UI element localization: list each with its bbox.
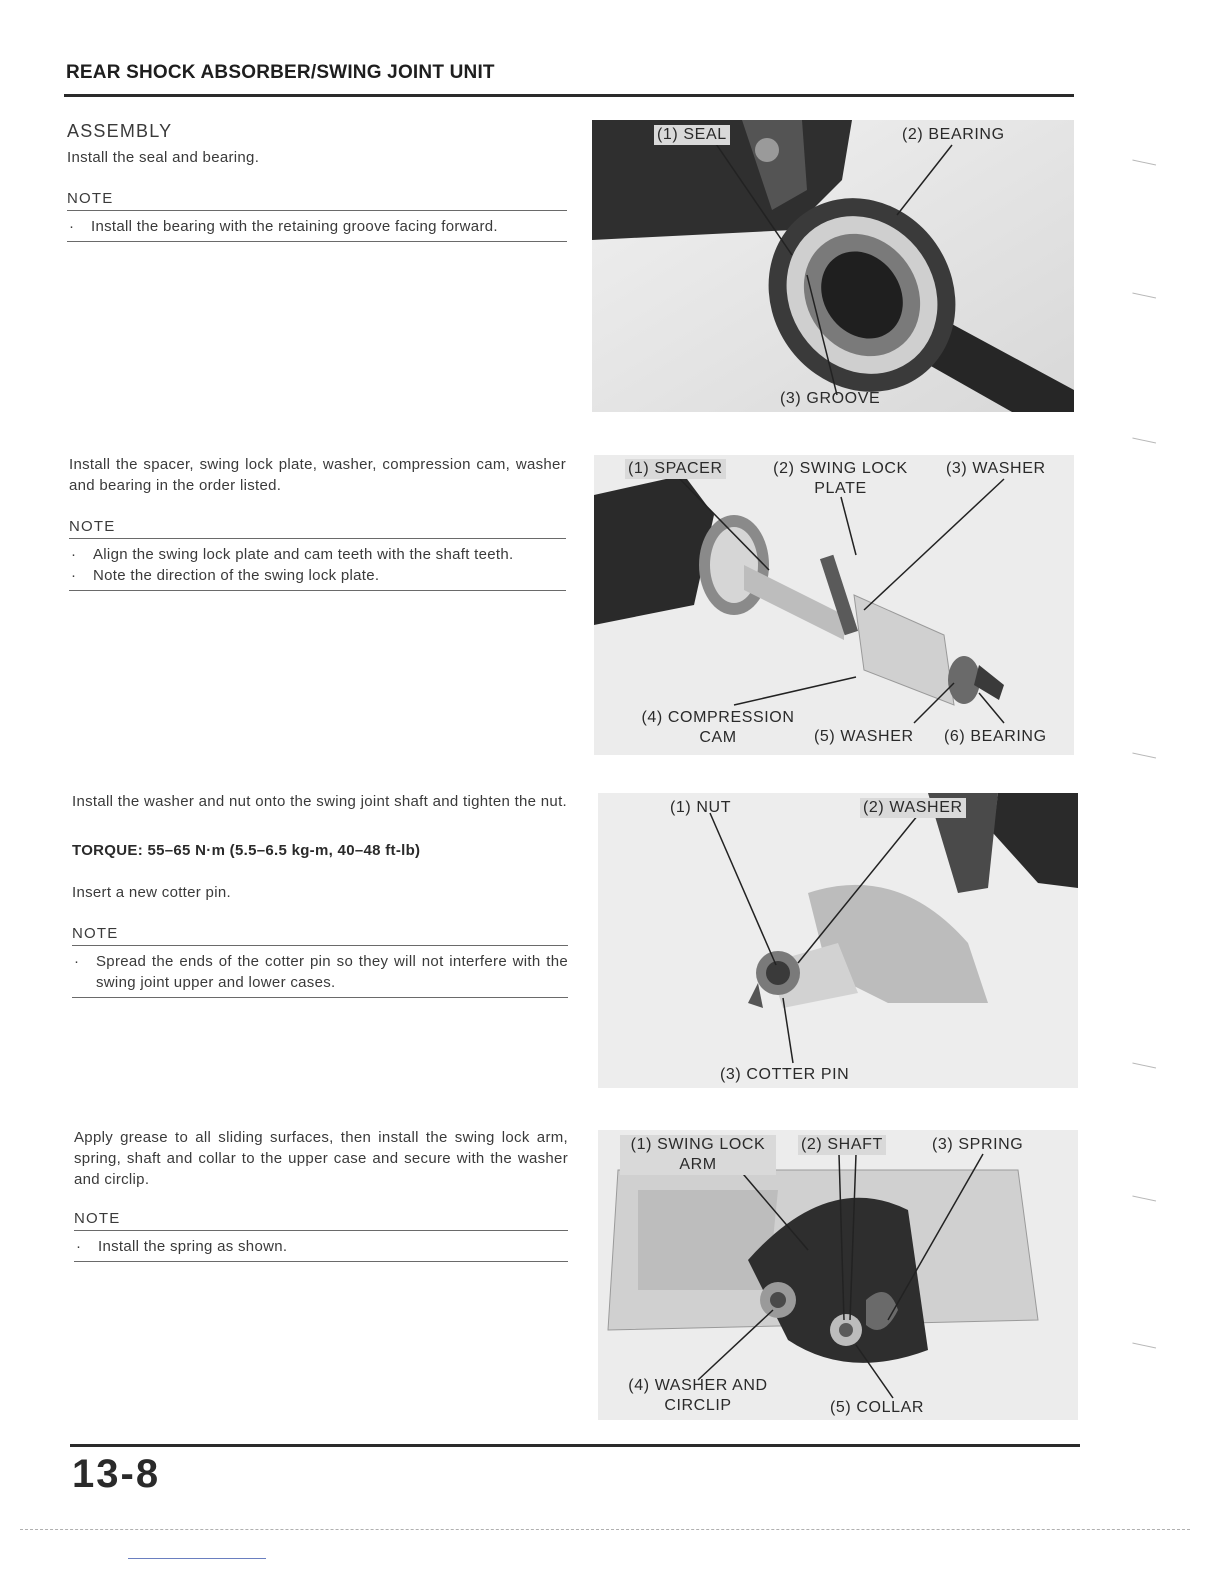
figure-seal-bearing-photo <box>592 120 1074 412</box>
callout-spacer: (1) SPACER <box>625 459 726 479</box>
note-label: NOTE <box>74 1210 568 1231</box>
note-item: · Align the swing lock plate and cam teeth with the shaft teeth. <box>71 546 514 563</box>
callout-washer-5: (5) WASHER <box>814 728 914 745</box>
scan-artifact-line <box>20 1529 1190 1531</box>
section-3-note <box>72 925 568 998</box>
underline-artifact <box>128 1558 266 1559</box>
note-label: NOTE <box>67 190 567 211</box>
section-1-note <box>67 190 567 242</box>
callout-swing-lock-arm: (1) SWING LOCK ARM <box>620 1135 776 1175</box>
header-divider <box>64 94 1074 97</box>
section-3-body-2: Insert a new cotter pin. <box>72 884 231 901</box>
callout-washer-and-circlip: (4) WASHER AND CIRCLIP <box>628 1377 768 1414</box>
note-item: · Install the spring as shown. <box>76 1238 288 1255</box>
note-label: NOTE <box>72 925 568 946</box>
callout-bearing: (2) BEARING <box>902 126 1005 143</box>
callout-seal: (1) SEAL <box>654 125 730 145</box>
callout-swing-lock-plate: (2) SWING LOCK PLATE <box>773 460 908 497</box>
note-label: NOTE <box>69 518 566 539</box>
section-1-body: Install the seal and bearing. <box>67 149 260 166</box>
section-2-note <box>69 518 566 591</box>
torque-spec: TORQUE: 55–65 N·m (5.5–6.5 kg-m, 40–48 ft-lb) <box>72 842 421 859</box>
page-number: 13-8 <box>72 1452 161 1496</box>
callout-shaft: (2) SHAFT <box>798 1135 886 1155</box>
section-heading-assembly: ASSEMBLY <box>67 121 173 141</box>
callout-compression-cam: (4) COMPRESSION CAM <box>641 709 795 746</box>
figure-swing-lock-arm-photo <box>598 1130 1078 1420</box>
scan-mark <box>1132 753 1156 761</box>
note-item: · Spread the ends of the cotter pin so they will not interfere with the swing joint upper and lower cases. <box>74 953 568 991</box>
callout-bearing-6: (6) BEARING <box>944 728 1047 745</box>
section-2-body: Install the spacer, swing lock plate, washer, compression cam, washer and bearing in the order listed. <box>69 456 566 494</box>
scan-mark <box>1132 293 1156 301</box>
section-3-body: Install the washer and nut onto the swing joint shaft and tighten the nut. <box>72 793 568 810</box>
scan-mark <box>1132 1063 1156 1071</box>
figure-swing-lock-plate-photo <box>594 455 1074 755</box>
callout-groove: (3) GROOVE <box>780 390 881 407</box>
figure-nut-cotter-pin-photo <box>598 793 1078 1088</box>
page-title: REAR SHOCK ABSORBER/SWING JOINT UNIT <box>66 62 495 83</box>
section-4-note <box>74 1210 568 1262</box>
scan-mark <box>1132 1343 1156 1351</box>
callout-cotter-pin: (3) COTTER PIN <box>720 1066 850 1083</box>
callout-washer-3: (3) WASHER <box>946 460 1046 477</box>
callout-washer: (2) WASHER <box>860 798 966 818</box>
scan-mark <box>1132 438 1156 446</box>
note-item: · Install the bearing with the retaining groove facing forward. <box>69 218 498 235</box>
scan-mark <box>1132 160 1156 168</box>
scan-mark <box>1132 1196 1156 1204</box>
callout-spring: (3) SPRING <box>932 1136 1024 1153</box>
note-item: · Note the direction of the swing lock plate. <box>71 567 380 584</box>
callout-nut: (1) NUT <box>670 799 732 816</box>
footer-divider <box>70 1444 1080 1447</box>
section-4-body: Apply grease to all sliding surfaces, then install the swing lock arm, spring, shaft and collar to the upper case and secure with the washer and circlip. <box>74 1129 568 1188</box>
callout-collar: (5) COLLAR <box>830 1399 925 1416</box>
